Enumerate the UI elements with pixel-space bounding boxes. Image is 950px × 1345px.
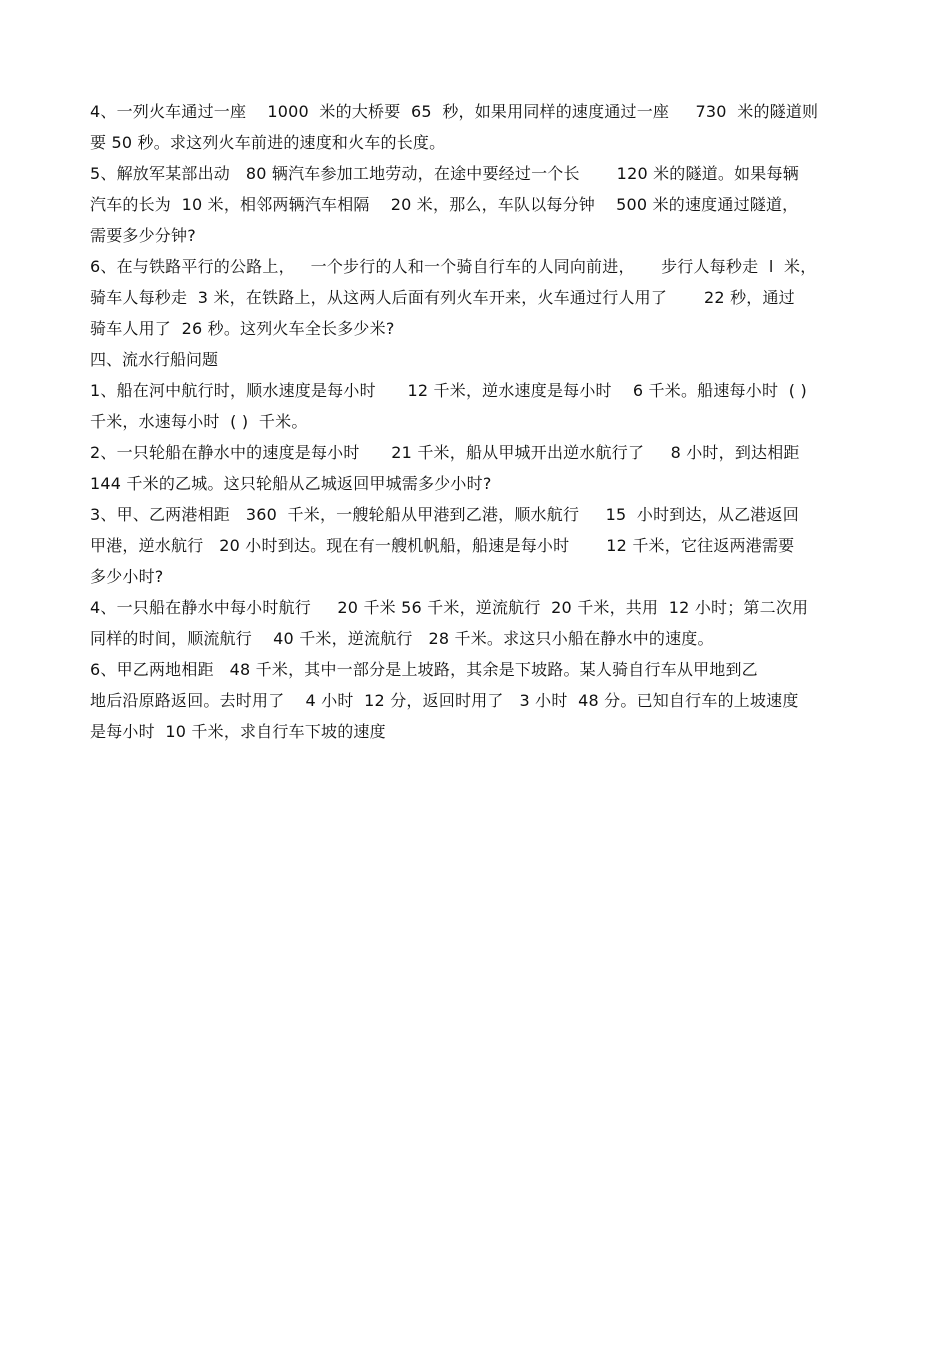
boat-problem-4 bbox=[90, 592, 860, 654]
text-line: 骑车人每秒走 3 米，在铁路上，从这两人后面有列火车开来，火车通过行人用了 22 秒，通过 bbox=[90, 288, 795, 307]
boat-problem-3 bbox=[90, 499, 860, 592]
text-line: 同样的时间，顺流航行 40 千米，逆流航行 28 千米。求这只小船在静水中的速度。 bbox=[90, 629, 714, 648]
text-line: 4、一只船在静水中每小时航行 20 千米 56 千米，逆流航行 20 千米，共用 12 小时；第二次用 bbox=[90, 598, 809, 617]
problem-6-train-pedestrian bbox=[90, 251, 860, 344]
text-line: 144 千米的乙城。这只轮船从乙城返回甲城需多少小时? bbox=[90, 474, 492, 493]
text-line: 是每小时 10 千米，求自行车下坡的速度 bbox=[90, 722, 386, 741]
text-line: 需要多少分钟? bbox=[90, 226, 196, 245]
text-line: 要 50 秒。求这列火车前进的速度和火车的长度。 bbox=[90, 133, 446, 152]
text-line: 多少小时? bbox=[90, 567, 164, 586]
section-heading-text: 四、流水行船问题 bbox=[90, 350, 219, 369]
text-line: 6、在与铁路平行的公路上， 一个步行的人和一个骑自行车的人同向前进， 步行人每秒走 l 米， bbox=[90, 257, 817, 276]
text-line: 汽车的长为 10 米，相邻两辆汽车相隔 20 米，那么，车队以每分钟 500 米的速度通过隧道， bbox=[90, 195, 799, 214]
text-line: 6、甲乙两地相距 48 千米，其中一部分是上坡路，其余是下坡路。某人骑自行车从甲地到乙 bbox=[90, 660, 758, 679]
text-line: 4、一列火车通过一座 1000 米的大桥要 65 秒，如果用同样的速度通过一座 730 米的隧道则 bbox=[90, 102, 819, 121]
text-line: 骑车人用了 26 秒。这列火车全长多少米? bbox=[90, 319, 395, 338]
text-line: 5、解放军某部出动 80 辆汽车参加工地劳动，在途中要经过一个长 120 米的隧道。如果每辆 bbox=[90, 164, 799, 183]
text-line: 2、一只轮船在静水中的速度是每小时 21 千米，船从甲城开出逆水航行了 8 小时，到达相距 bbox=[90, 443, 800, 462]
boat-problem-1 bbox=[90, 375, 860, 437]
text-line: 1、船在河中航行时，顺水速度是每小时 12 千米，逆水速度是每小时 6 千米。船速每小时 ( ) bbox=[90, 381, 807, 400]
problem-5-convoy-tunnel bbox=[90, 158, 860, 251]
text-line: 甲港，逆水航行 20 小时到达。现在有一艘机帆船，船速是每小时 12 千米，它往返两港需要 bbox=[90, 536, 795, 555]
text-line: 3、甲、乙两港相距 360 千米，一艘轮船从甲港到乙港，顺水航行 15 小时到达，从乙港返回 bbox=[90, 505, 799, 524]
text-line: 千米，水速每小时 ( ) 千米。 bbox=[90, 412, 308, 431]
document-page bbox=[90, 96, 860, 747]
section-heading-boat-problems bbox=[90, 344, 860, 375]
text-line: 地后沿原路返回。去时用了 4 小时 12 分，返回时用了 3 小时 48 分。已知自行车的上坡速度 bbox=[90, 691, 799, 710]
boat-problem-2 bbox=[90, 437, 860, 499]
boat-problem-6-bicycle bbox=[90, 654, 860, 747]
problem-4-train-bridge bbox=[90, 96, 860, 158]
